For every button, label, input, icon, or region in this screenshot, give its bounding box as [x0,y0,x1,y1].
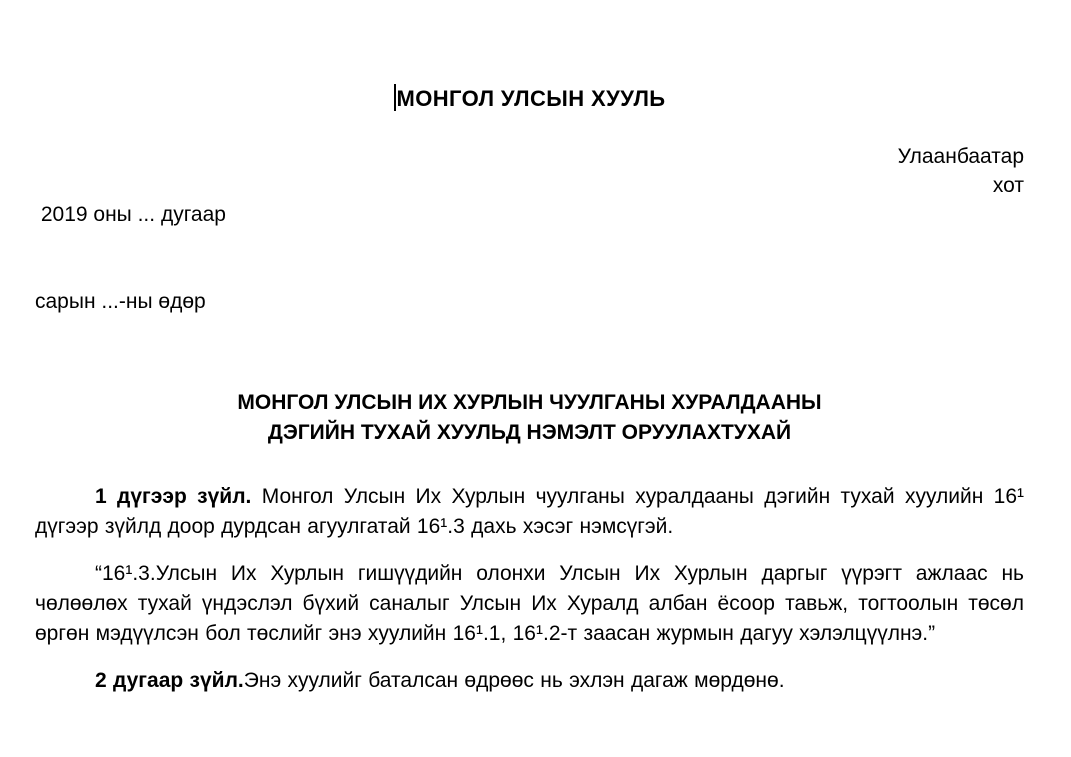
article-1-label: 1 дүгээр зүйл. [95,485,252,508]
law-heading-line-1: МОНГОЛ УЛСЫН ИХ ХУРЛЫН ЧУУЛГАНЫ ХУРАЛДААНЫ [237,391,822,414]
article-2-label: 2 дугаар зүйл. [95,669,244,692]
date-line-1: 2019 оны ... дугаар [35,203,226,226]
quoted-provision-paragraph [35,559,1024,649]
dateline [35,142,1024,374]
city-line-2: хот [992,174,1024,197]
date-line-2: сарын ...-ны өдөр [35,290,206,313]
document-title [35,84,1024,114]
article-2-paragraph [35,666,1024,696]
article-1-text: Монгол Улсын Их Хурлын чуулганы хуралдааны дэгийн тухай хуулийн 16¹ дүгээр зүйлд доор дурдсан агуулгатай 16¹.3 дахь хэсэг нэмсүгэй. [35,485,1025,538]
article-2-text: Энэ хуулийг баталсан өдрөөс нь эхлэн дагаж мөрдөнө. [243,669,785,692]
law-heading-line-2: ДЭГИЙН ТУХАЙ ХУУЛЬД НЭМЭЛТ ОРУУЛАХТУХАЙ [267,421,792,444]
quoted-provision-text: “16¹.3.Улсын Их Хурлын гишүүдийн олонхи Улсын Их Хурлын даргыг үүрэгт ажлаас нь чөлөөлөх тухай үндэслэл бүхий саналыг Улсын Их Хуралд албан ёсоор тавьж, тогтоолын төсөл өргөн мэдүүлсэн бол төслийг энэ хуулийн 16¹.1, 16¹.2-т заасан журмын дагуу хэлэлцүүлнэ.” [35,562,1024,645]
date-block [35,142,226,374]
text-cursor [394,84,396,111]
city-line-1: Улаанбаатар [897,145,1024,168]
law-heading [35,388,1024,448]
document-title-text: МОНГОЛ УЛСЫН ХУУЛЬ [396,86,666,111]
city-block [898,142,1024,200]
article-1-paragraph [35,482,1024,542]
